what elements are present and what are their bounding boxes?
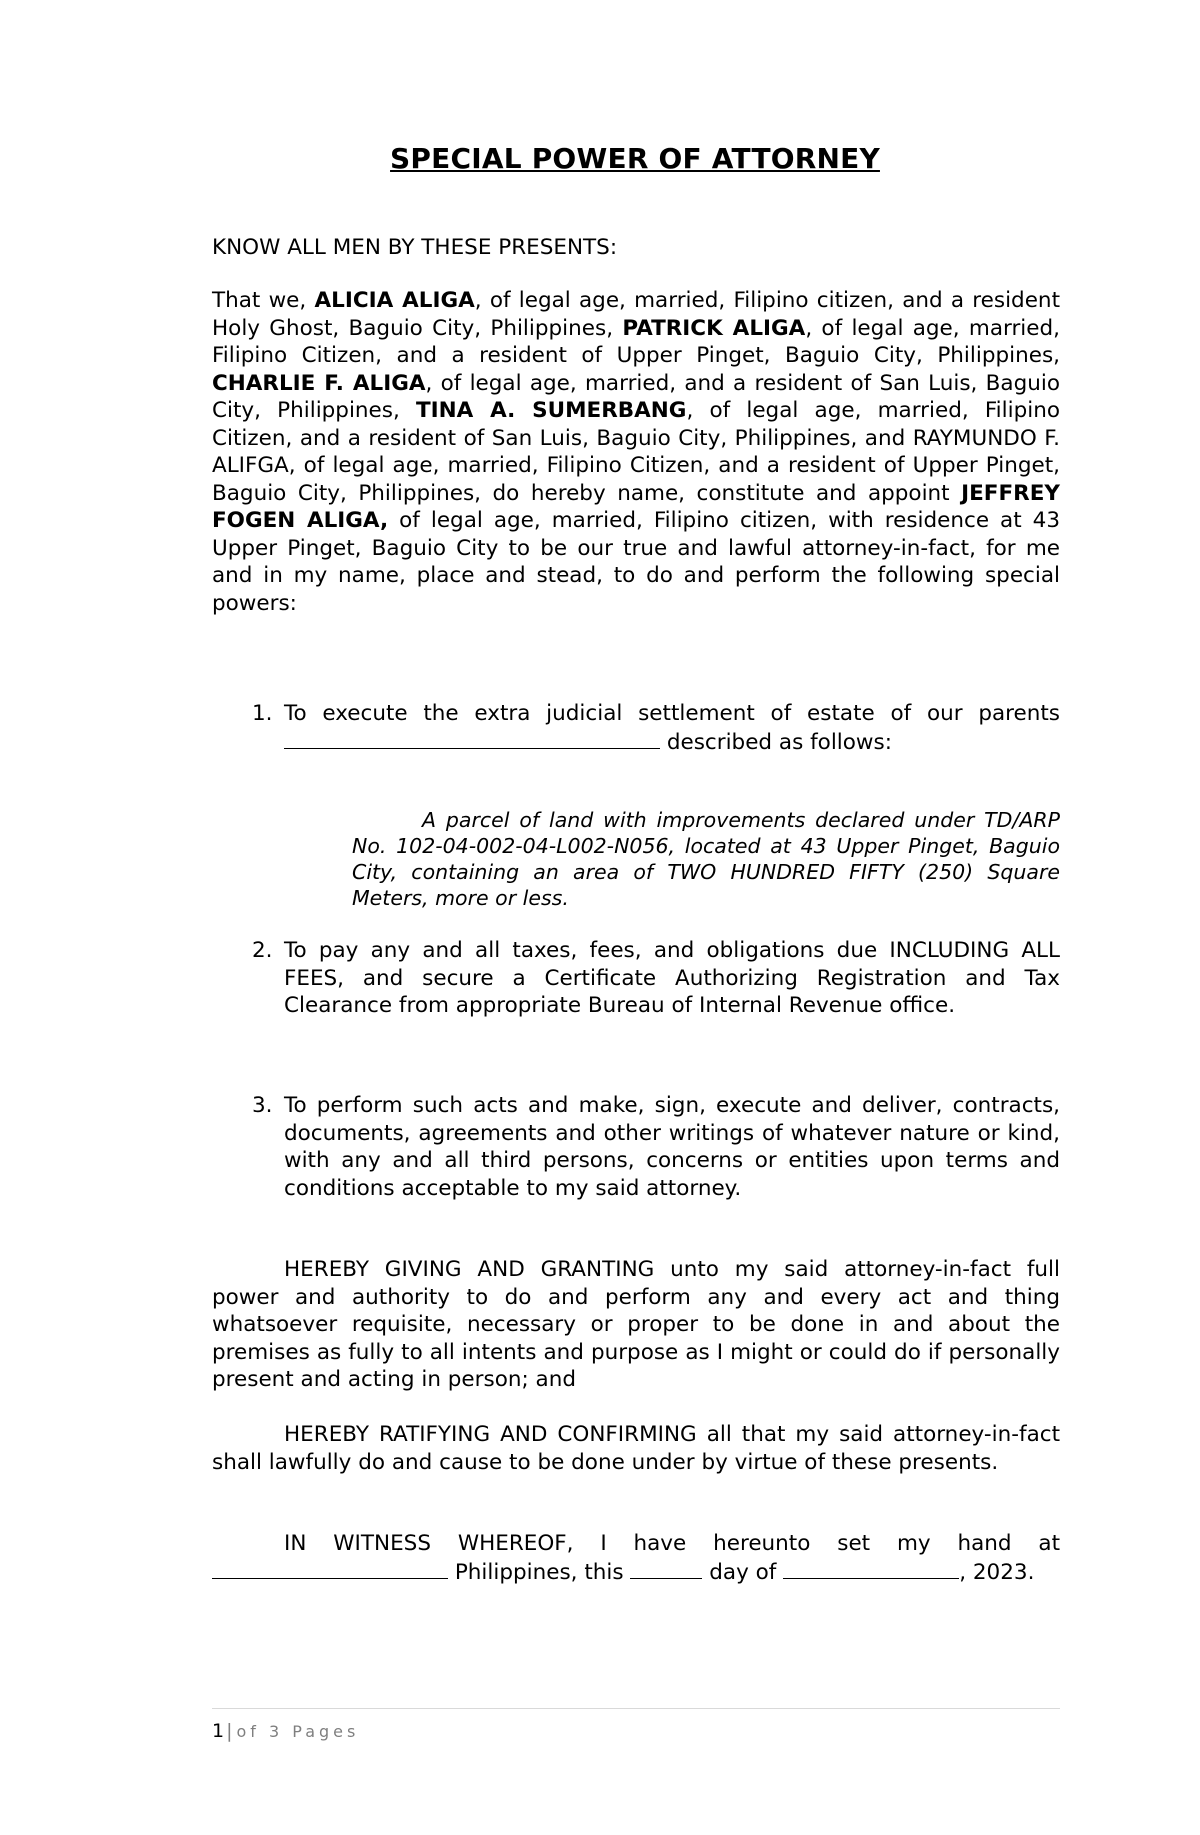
witness-text: , 2023. [959,1559,1035,1585]
intro-text: , of legal age, married, Filipino Citizen, and a resident of San Luis, Baguio City, Philippines, and RAYMUNDO F. ALIFGA, of legal age, married, Filipino Citizen, and a resident of Upper Pinget, Baguio City, Philippines, do hereby name, constitute and appoint [212,398,1061,506]
ratifying-clause: HEREBY RATIFYING AND CONFIRMING all that my said attorney-in-fact shall lawfully do and cause to be done under by virtue of these presents. [212,1422,1060,1475]
page-number: 1 [212,1720,225,1742]
month-blank[interactable] [783,1558,959,1579]
witness-text: Philippines, this [448,1559,631,1585]
page-footer [212,1720,359,1742]
intro-text: , of legal age, married, Filipino citizen, and a resident Holy Ghost, Baguio City, Philippines, [212,288,1060,341]
intro-text: of legal age, married, Filipino citizen, with residence at 43 Upper Pinget, Baguio City to be our true and lawful attorney-in-fact, for me and in my name, place and stead, to do and perform the following special powers: [212,508,1060,616]
property-description: A parcel of land with improvements declared under TD/ARP No. 102-04-002-04-L002-N056, located at 43 Upper Pinget, Baguio City, containing an area of TWO HUNDRED FIFTY (250) Square Meters, more or less. [352,808,1060,910]
witness-text: day of [702,1559,784,1585]
document-title: SPECIAL POWER OF ATTORNEY [390,142,880,175]
footer-divider [212,1708,1060,1709]
day-blank[interactable] [630,1558,702,1579]
intro-text: , of legal age, married, and a resident of San Luis, Baguio City, Philippines, [212,370,1060,423]
granting-clause: HEREBY GIVING AND GRANTING unto my said attorney-in-fact full power and authority to do and perform any and every act and thing whatsoever requisite, necessary or proper to be done in and about the premises as fully to all intents and purpose as I might or could do if personally present and acting in person; and [212,1257,1060,1392]
attorney-name: JEFFREY FOGEN ALIGA, [212,480,1060,533]
witness-clause [212,1530,1060,1586]
principal-name: ALICIA ALIGA [314,288,475,313]
salutation: KNOW ALL MEN BY THESE PRESENTS: [212,235,618,260]
power-item [252,937,1060,1020]
parents-name-blank[interactable] [284,728,660,749]
intro-text: That we, [212,288,315,313]
power-text: described as follows: [660,729,892,755]
power-text: To perform such acts and make, sign, execute and deliver, contracts, documents, agreements and other writings of whatever nature or kind, with any and all third persons, concerns or entities upon terms and conditions acceptable to my said attorney. [284,1093,1060,1201]
intro-paragraph [212,287,1060,617]
place-blank[interactable] [212,1558,448,1579]
principal-name: TINA A. SUMERBANG [416,398,687,423]
power-item [252,1092,1060,1202]
principal-name: CHARLIE F. ALIGA [212,370,426,396]
principal-name: PATRICK ALIGA [622,315,806,341]
power-number: 1. [252,701,273,726]
witness-text: IN WITNESS WHEREOF, I have hereunto set my hand at [284,1531,1060,1556]
page-total: of 3 Pages [236,1722,360,1741]
power-text: To execute the extra judicial settlement of estate of our parents [284,701,1060,726]
intro-text: , of legal age, married, Filipino Citizen, and a resident of Upper Pinget, Baguio City, Philippines, [212,315,1060,368]
power-number: 3. [252,1093,273,1118]
footer-separator: | [226,1720,233,1742]
power-item [252,700,1060,756]
power-number: 2. [252,938,273,963]
power-text: To pay any and all taxes, fees, and obligations due INCLUDING ALL FEES, and secure a Certificate Authorizing Registration and Tax Clearance from appropriate Bureau of Internal Revenue office. [284,938,1060,1018]
